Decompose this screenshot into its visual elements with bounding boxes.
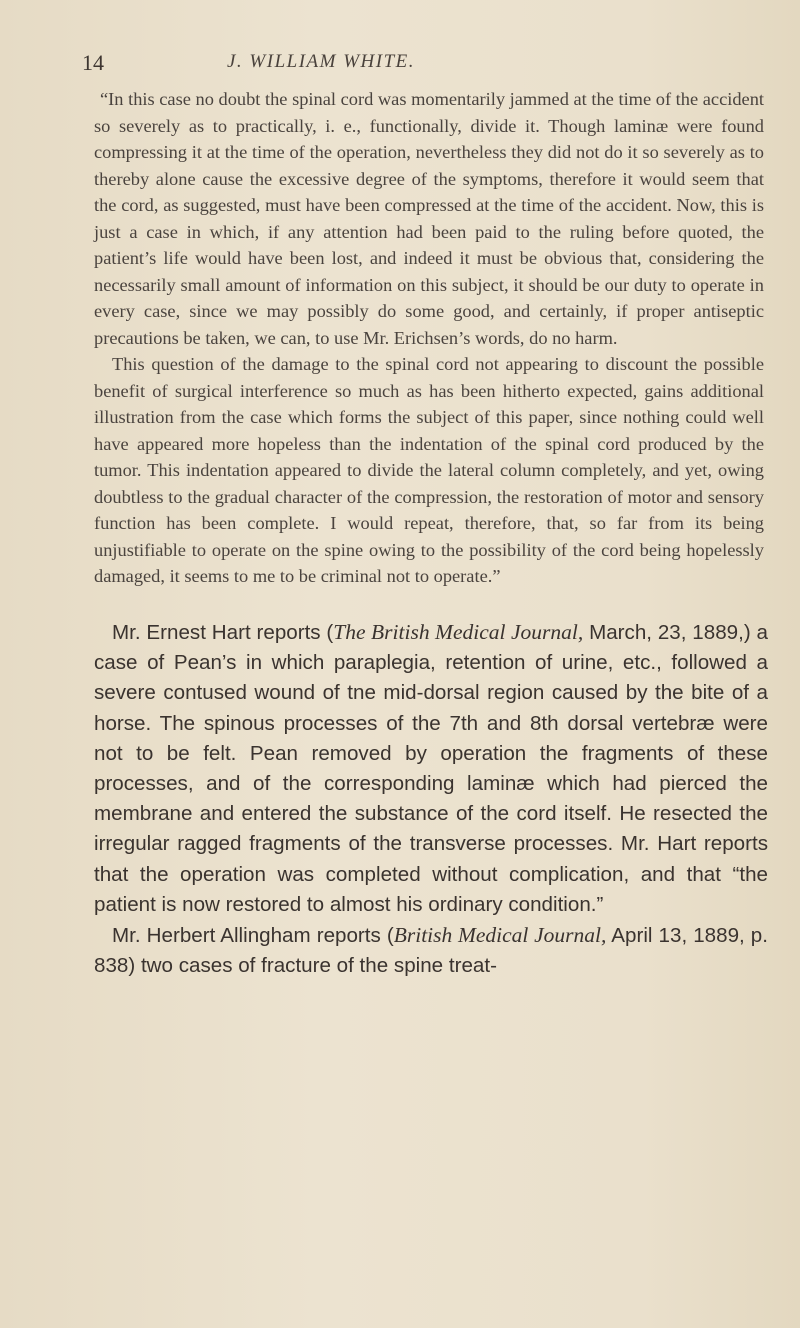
hart-report-lead: Mr. Ernest Hart reports (	[112, 621, 334, 644]
quoted-passage	[94, 86, 764, 590]
page-number: 14	[82, 50, 104, 75]
running-title: J. WILLIAM WHITE.	[227, 51, 416, 72]
hart-report-paragraph	[94, 617, 768, 920]
running-head	[82, 50, 772, 78]
quote-paragraph-2: This question of the damage to the spinal cord not appearing to discount the possible benefit of surgical interference so much as has been hitherto expected, gains additional illustration from the case which forms the subject of this paper, since nothing could well have appeared more hopeless than the indentation of the spinal cord produced by the tumor. This indentation appeared to divide the lateral column completely, and yet, owing doubtless to the gradual character of the compression, the restoration of motor and sensory function has been complete. I would repeat, therefore, that, so far from its being unjustifiable to operate on the spine owing to the possibility of the cord being hopelessly damaged, it seems to me to be criminal not to operate.”	[94, 354, 764, 586]
allingham-report-text: April 13, 1889, p. 838) two cases of fracture of the spine treat-	[94, 924, 768, 978]
allingham-report-paragraph	[94, 920, 768, 981]
journal-citation: British Medical Journal,	[393, 923, 607, 948]
body-text	[94, 617, 768, 981]
hart-report-text: March, 23, 1889,) a case of Pean’s in which paraplegia, retention of urine, etc., followed a severe contused wound of tne mid-dorsal region caused by the bite of a horse. The spinous processes of the 7th and 8th dorsal vertebræ were not to be felt. Pean removed by operation the fragments of these processes, and of the corresponding laminæ which had pierced the membrane and entered the substance of the cord itself. He resected the irregular ragged fragments of the transverse processes. Mr. Hart reports that the operation was completed without complication, and that “the patient is now restored to almost his ordinary condition.”	[94, 621, 768, 916]
allingham-report-lead: Mr. Herbert Allingham reports (	[112, 924, 394, 948]
journal-citation: The British Medical Journal,	[333, 620, 584, 644]
quote-paragraph-1: “In this case no doubt the spinal cord was momentarily jammed at the time of the accident so severely as to practically, i. e., functionally, divide it. Though laminæ were found compressing it at the time of the operation, nevertheless they did not do it so severely as to thereby alone cause the excessive degree of the symptoms, therefore it would seem that the cord, as suggested, must have been compressed at the time of the accident. Now, this is just a case in which, if any attention had been paid to the ruling before quoted, the patient’s life would have been lost, and indeed it must be obvious that, considering the necessarily small amount of information on this subject, it should be our duty to operate in every case, since we may possibly do some good, and certainly, if proper antiseptic precautions be taken, we can, to use Mr. Erichsen’s words, do no harm.	[94, 89, 764, 348]
